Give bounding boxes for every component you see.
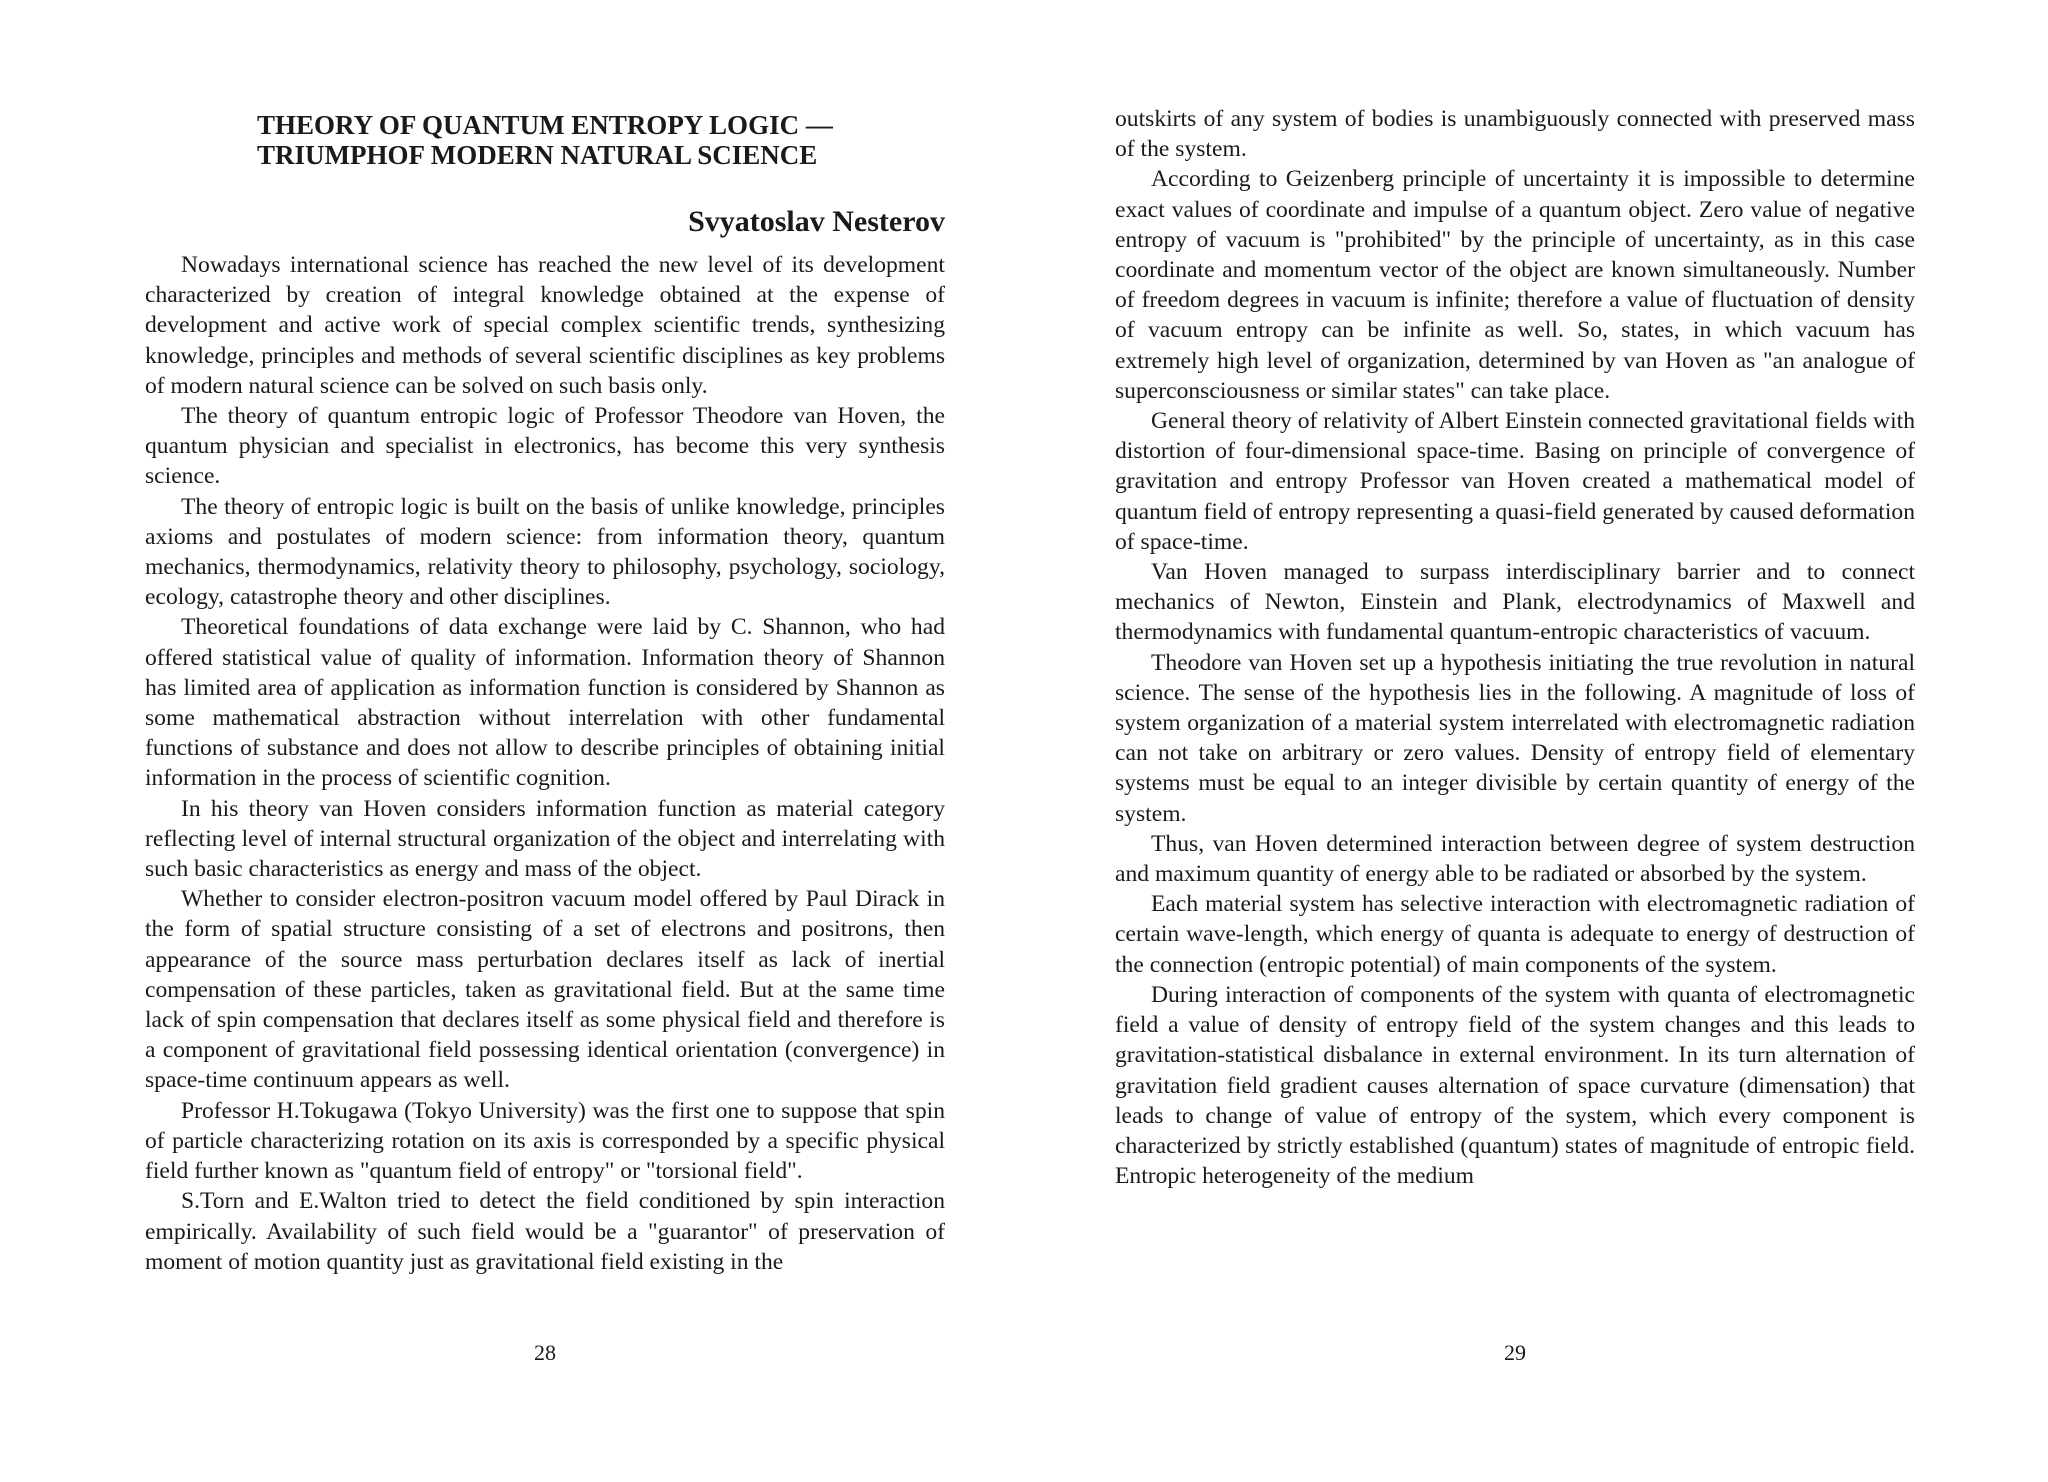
paragraph: Theoretical foundations of data exchange were laid by C. Shannon, who had offered statistical value of quality of information. Information theory of Shannon has limited area of application as information function is considered by Shannon as some mathematical abstraction without interrelation with other fundamental functions of substance and does not allow to describe principles of obtaining initial information in the process of scientific cognition. — [145, 614, 945, 792]
paragraph: Each material system has selective interaction with electromagnetic radiation of certain wave-length, which energy of quanta is adequate to energy of destruction of the connection (entropic potential) of main components of the system. — [1115, 891, 1915, 978]
paragraph: The theory of quantum entropic logic of Professor Theodore van Hoven, the quantum physician and specialist in electronics, has become this very synthesis science. — [145, 403, 945, 490]
article-title — [257, 110, 945, 170]
left-body-text — [145, 250, 945, 1277]
right-body-text — [1115, 104, 1915, 1191]
right-page — [1115, 0, 1915, 1482]
paragraph: Van Hoven managed to surpass interdisciplinary barrier and to connect mechanics of Newton, Einstein and Plank, electrodynamics of Maxwell and thermodynamics with fundamental quantum-entropic characteristics of vacuum. — [1115, 559, 1915, 646]
title-line-2: TRIUMPHOF MODERN NATURAL SCIENCE — [257, 140, 818, 170]
paragraph: Professor H.Tokugawa (Tokyo University) was the first one to suppose that spin of particle characterizing rotation on its axis is corresponded by a specific physical field further known as "quantum field of entropy" or "torsional field". — [145, 1097, 945, 1185]
page-number-left: 28 — [534, 1340, 556, 1365]
left-page — [145, 0, 945, 1482]
paragraph: General theory of relativity of Albert Einstein connected gravitational fields with distortion of four-dimensional space-time. Basing on principle of convergence of gravitation and entropy Professor van Hoven created a mathematical model of quantum field of entropy representing a quasi-field generated by caused deformation of space-time. — [1115, 408, 1915, 555]
paragraph-continued: outskirts of any system of bodies is unambiguously connected with preserved mass of the system. — [1115, 106, 1915, 163]
paragraph: Theodore van Hoven set up a hypothesis initiating the true revolution in natural science. The sense of the hypothesis lies in the following. A magnitude of loss of system organization of a material system interrelated with electromagnetic radiation can not take on arbitrary or zero values. Density of entropy field of elementary systems must be equal to an integer divisible by certain quantity of energy of the system. — [1115, 649, 1915, 827]
author-name: Svyatoslav Nesterov — [688, 205, 945, 238]
paragraph: Nowadays international science has reached the new level of its development characterized by creation of integral knowledge obtained at the expense of development and active work of special complex scientific trends, synthesizing knowledge, principles and methods of several scientific disciplines as key problems of modern natural science can be solved on such basis only. — [145, 252, 945, 399]
paragraph: The theory of entropic logic is built on the basis of unlike knowledge, principles axioms and postulates of modern science: from information theory, quantum mechanics, thermodynamics, relativity theory to philosophy, psychology, sociology, ecology, catastrophe theory and other disciplines. — [145, 493, 945, 611]
paragraph: During interaction of components of the system with quanta of electromagnetic field a value of density of entropy field of the system changes and this leads to gravitation-statistical disbalance in external environment. In its turn alternation of gravitation field gradient causes alternation of space curvature (dimensation) that leads to change of value of entropy of the system, which every component is characterized by strictly established (quantum) states of magnitude of entropic field. Entropic heterogeneity of the medium — [1115, 981, 1915, 1190]
paragraph: S.Torn and E.Walton tried to detect the field conditioned by spin interaction empirically. Availability of such field would be a "guarantor" of preservation of moment of motion quantity just as gravitational field existing in the — [145, 1188, 945, 1275]
paragraph: Thus, van Hoven determined interaction between degree of system destruction and maximum quantity of energy able to be radiated or absorbed by the system. — [1115, 830, 1915, 888]
paragraph: In his theory van Hoven considers information function as material category reflecting level of internal structural organization of the object and interrelating with such basic characteristics as energy and mass of the object. — [145, 795, 945, 883]
page-number-right: 29 — [1504, 1340, 1526, 1365]
title-line-1: THEORY OF QUANTUM ENTROPY LOGIC — — [257, 110, 833, 140]
paragraph: Whether to consider electron-positron vacuum model offered by Paul Dirack in the form of spatial structure consisting of a set of electrons and positrons, then appearance of the source mass perturbation declares itself as lack of inertial compensation of these particles, taken as gravitational field. But at the same time lack of spin compensation that declares itself as some physical field and therefore is a component of gravitational field possessing identical orientation (convergence) in space-time continuum appears as well. — [145, 886, 945, 1094]
paragraph: According to Geizenberg principle of uncertainty it is impossible to determine exact values of coordinate and impulse of a quantum object. Zero value of negative entropy of vacuum is "prohibited" by the principle of uncertainty, as in this case coordinate and momentum vector of the object are known simultaneously. Number of freedom degrees in vacuum is infinite; therefore a value of fluctuation of density of vacuum entropy can be infinite as well. So, states, in which vacuum has extremely high level of organization, determined by van Hoven as "an analogue of superconsciousness or similar states" can take place. — [1115, 166, 1915, 404]
